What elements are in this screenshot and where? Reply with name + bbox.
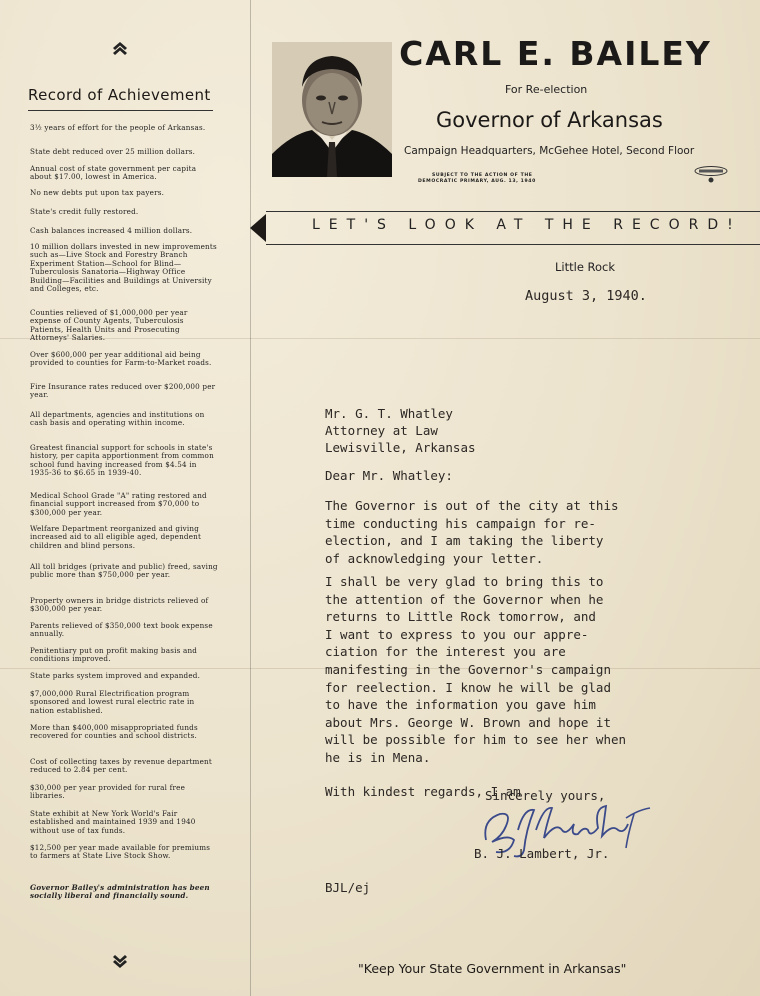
achievement-item: Property owners in bridge districts relieved of $300,000 per year.	[30, 596, 209, 614]
complimentary-close: Sincerely yours,	[485, 788, 606, 803]
headquarters-line: Campaign Headquarters, McGehee Hotel, Second Floor	[404, 145, 695, 157]
body-paragraph	[325, 497, 725, 567]
sidebar-divider	[250, 0, 251, 996]
achievement-item: Parents relieved of $350,000 text book expense annually.	[30, 621, 213, 639]
reelection-subtitle: For Re-election	[505, 83, 588, 96]
chevron-up-icon	[105, 36, 135, 61]
body-paragraph	[325, 573, 725, 767]
achievement-item: Cash balances increased 4 million dollars.	[30, 226, 193, 235]
achievement-item: Welfare Department reorganized and giving increased aid to all eligible aged, dependent children and blind persons.	[30, 524, 202, 550]
achievement-item: Greatest financial support for schools in state's history, per capita apportionment from common school fund having increased from $4.54 in 1935-36 to $6.65 in 1939-40.	[30, 443, 214, 478]
body-line: he is in Mena.	[325, 749, 431, 765]
body-line: I shall be very glad to bring this to	[325, 574, 604, 589]
achievement-item: More than $400,000 misappropriated funds recovered for counties and school districts.	[30, 723, 198, 741]
banner-rule	[266, 211, 760, 212]
chevron-down-icon	[105, 952, 135, 977]
body-line: ciation for the interest you are	[325, 644, 566, 660]
primary-notice	[418, 173, 536, 185]
addressee-block	[325, 405, 476, 456]
candidate-name: CARL E. BAILEY	[399, 34, 712, 73]
achievement-item: State debt reduced over 25 million dollars.	[30, 147, 196, 156]
body-line: The Governor is out of the city at this	[325, 498, 619, 513]
salutation: Dear Mr. Whatley:	[325, 468, 453, 483]
primary-notice-line: DEMOCRATIC PRIMARY, AUG. 13, 1940	[418, 179, 536, 184]
achievement-item: All toll bridges (private and public) freed, saving public more than $750,000 per year.	[30, 562, 218, 580]
achievement-item: $7,000,000 Rural Electrification program sponsored and lowest rural electric rate in nation established.	[30, 689, 195, 715]
achievement-item: $30,000 per year provided for rural free libraries.	[30, 783, 186, 801]
closing-statement: Governor Bailey's administration has been socially liberal and financially sound.	[30, 883, 210, 901]
achievement-item: Cost of collecting taxes by revenue department reduced to 2.84 per cent.	[30, 757, 212, 775]
achievement-item: 10 million dollars invested in new improvements such as—Live Stock and Forestry Branch Experiment Station—School for Blind—Tuberculosis Sanatoria—Highway Office Building—Facilities and Buildings at University and Colleges, etc.	[30, 242, 217, 294]
banner-arrow-icon	[250, 214, 266, 247]
achievement-item: No new debts put upon tax payers.	[30, 188, 165, 197]
reference-initials: BJL/ej	[325, 880, 371, 895]
banner-text: LET'S LOOK AT THE RECORD!	[312, 217, 742, 233]
addressee-line: Mr. G. T. Whatley	[325, 406, 453, 421]
candidate-portrait	[272, 42, 392, 177]
body-line: manifesting in the Governor's campaign	[325, 661, 611, 677]
body-line: of acknowledging your letter.	[325, 550, 544, 566]
achievement-item: Medical School Grade "A" rating restored and financial support increased from $70,000 to $300,000 per year.	[30, 491, 207, 517]
typed-signatory: B. J. Lambert, Jr.	[474, 846, 610, 861]
addressee-line: Lewisville, Arkansas	[325, 440, 476, 455]
body-line: time conducting his campaign for re-	[325, 515, 596, 531]
body-line: I want to express to you our appre-	[325, 626, 589, 642]
addressee-line: Attorney at Law	[325, 423, 438, 438]
achievement-item: State's credit fully restored.	[30, 207, 139, 216]
body-line: will be possible for him to see her when	[325, 732, 627, 748]
body-line: returns to Little Rock tomorrow, and	[325, 609, 596, 625]
title-underline	[28, 110, 213, 111]
banner-rule	[266, 244, 760, 245]
achievement-item: Over $600,000 per year additional aid being provided to counties for Farm-to-Market roads.	[30, 350, 212, 368]
footer-slogan: "Keep Your State Government in Arkansas"	[358, 961, 627, 976]
achievement-item: $12,500 per year made available for premiums to farmers at State Live Stock Show.	[30, 843, 211, 861]
office-title: Governor of Arkansas	[436, 108, 663, 132]
body-line: for reelection. I know he will be glad	[325, 679, 611, 695]
body-line: the attention of the Governor when he	[325, 591, 604, 607]
achievement-item: Fire Insurance rates reduced over $200,000 per year.	[30, 382, 216, 400]
achievement-item: 3½ years of effort for the people of Arkansas.	[30, 123, 206, 132]
achievement-item: All departments, agencies and institutions on cash basis and operating within income.	[30, 410, 205, 428]
achievement-item: State exhibit at New York World's Fair established and maintained 1939 and 1940 without use of tax funds.	[30, 809, 196, 835]
record-title: Record of Achievement	[28, 86, 211, 104]
achievement-item: State parks system improved and expanded.	[30, 671, 201, 680]
achievement-item: Penitentiary put on profit making basis and conditions improved.	[30, 646, 198, 664]
primary-notice-line: SUBJECT TO THE ACTION OF THE	[432, 173, 533, 178]
achievement-item: Counties relieved of $1,000,000 per year expense of County Agents, Tuberculosis Patients, Health Units and Prosecuting Attorneys' Salaries.	[30, 308, 188, 343]
union-label-icon	[693, 165, 729, 187]
achievement-item: Annual cost of state government per capita about $17.00, lowest in America.	[30, 164, 197, 182]
body-line: election, and I am taking the liberty	[325, 533, 604, 549]
letter-city: Little Rock	[555, 260, 616, 274]
body-line: about Mrs. George W. Brown and hope it	[325, 714, 611, 730]
regards-line: With kindest regards, I am	[325, 784, 521, 799]
letter-date: August 3, 1940.	[525, 288, 647, 304]
body-line: to have the information you gave him	[325, 697, 596, 713]
